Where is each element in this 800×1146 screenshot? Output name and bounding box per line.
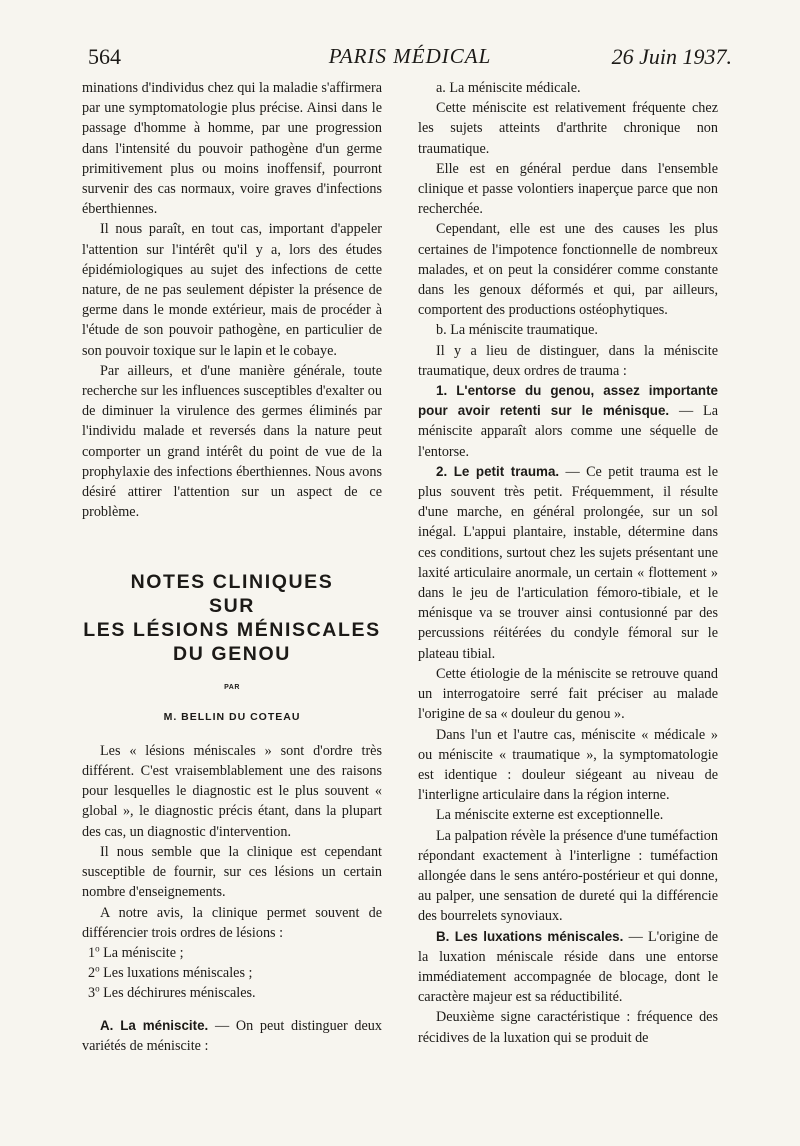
- section-heading: B. Les luxations méniscales.: [436, 928, 624, 944]
- page-number: 564: [88, 44, 121, 69]
- paragraph: minations d'individus chez qui la maladie s'affirmera par une symptomatologie plus précise. Ainsi dans le passage d'homme à homme, par une progression dans l'intensité du pouvoir pathogène d'un germe primitivement plus ou moins inoffensif, pourront survenir des cas normaux, voire graves d'infections éberthiennes.: [82, 80, 382, 218]
- paragraph: Il nous paraît, en tout cas, important d'appeler l'attention sur l'intérêt qu'il y a, lors des études épidémiologiques au sujet des infections de cette nature, de ne pas seulement dépister la présence de germe dans le monde extérieur, mais de procéder à l'étude de son pouvoir pathogène, en particulier de son pouvoir toxique sur le lapin et le cobaye.: [82, 221, 382, 359]
- list-item: 1$^o$ La méniscite ;: [88, 943, 184, 961]
- paragraph: Deuxième signe caractéristique : fréquence des récidives de la luxation qui se produit de: [418, 1009, 718, 1046]
- paragraph: Il nous semble que la clinique est cependant susceptible de fournir, sur ces lésions un certain nombre d'enseignements.: [82, 843, 382, 901]
- journal-title: PARIS MÉDICAL: [328, 44, 492, 68]
- list-item: 3$^o$ Les déchirures méniscales.: [88, 983, 256, 1002]
- article-title: SUR: [209, 595, 255, 618]
- paragraph: Cette méniscite est relativement fréquente chez les sujets atteints d'arthrite chronique non traumatique.: [418, 100, 718, 157]
- subsection-heading: 2. Le petit trauma.: [436, 463, 560, 479]
- paragraph: Elle est en général perdue dans l'ensemble clinique et passe volontiers inaperçue parce que non recherchée.: [418, 160, 718, 218]
- page-header: [88, 44, 732, 74]
- article-title: LES LÉSIONS MÉNISCALES: [83, 619, 381, 642]
- article-title: DU GENOU: [173, 643, 291, 666]
- paragraph: Les « lésions méniscales » sont d'ordre très différent. C'est vraisemblablement une des raisons pour lesquelles le diagnostic est le plus souvent « global », le diagnostic précis étant, dans la plupart des cas, un diagnostic d'intervention.: [82, 742, 382, 840]
- subsection-heading: 1. L'entorse du genou, assez importante pour avoir retenti sur le ménisque.: [418, 383, 718, 419]
- paragraph: b. La méniscite traumatique.: [436, 322, 598, 339]
- paragraph: La palpation révèle la présence d'une tuméfaction répondant exactement à l'interligne : tuméfaction allongée dans le sens antéro-postérieur et qui donne, au palper, une sensation de dureté qui la différencie des bourrelets synoviaux.: [418, 827, 718, 925]
- right-column: [418, 78, 718, 1048]
- paragraph: Par ailleurs, et d'une manière générale, toute recherche sur les influences susceptibles d'exalter ou de diminuer la virulence des germes éliminés par l'individu malade et reversés dans la nature peut comporter un grand intérêt du point de vue de la prophylaxie des infections éberthiennes. Nous avons désiré attirer l'attention sur un aspect de ce problème.: [82, 362, 382, 521]
- paragraph: A. La méniscite. — On peut distinguer deux variétés de méniscite :: [82, 1017, 382, 1054]
- byline-par: PAR: [224, 684, 240, 692]
- paragraph: B. Les luxations méniscales. — L'origine de la luxation méniscale réside dans une entorse immédiatement accompagnée de blocage, dont le caractère majeur est sa réductibilité.: [418, 928, 718, 1006]
- paragraph: a. La méniscite médicale.: [436, 80, 581, 96]
- list-item: 2$^o$ Les luxations méniscales ;: [88, 963, 253, 982]
- paragraph: 1. L'entorse du genou, assez importante pour avoir retenti sur le ménisque. — La méniscite apparaît alors comme une séquelle de l'entorse.: [418, 383, 719, 460]
- article-title-block: [82, 570, 382, 726]
- paragraph: Cependant, elle est une des causes les plus certaines de l'impotence fonctionnelle de nombreux malades, et on peut la considérer comme constante dans les genoux déformés et qui, par ailleurs, comportent des productions ostéophytiques.: [418, 221, 718, 319]
- paragraph: Cette étiologie de la méniscite se retrouve quand un interrogatoire serré fait préciser au malade l'origine de sa « douleur du genou ».: [418, 665, 718, 723]
- paragraph: Il y a lieu de distinguer, dans la méniscite traumatique, deux ordres de trauma :: [418, 342, 718, 379]
- issue-date: 26 Juin 1937.: [611, 44, 732, 69]
- paragraph: Dans l'un et l'autre cas, méniscite « médicale » ou méniscite « traumatique », la symptomatologie est identique : douleur siégeant au niveau de l'interligne articulaire dans la région interne.: [418, 726, 718, 804]
- author-name: M. BELLIN DU COTEAU: [163, 710, 301, 723]
- section-heading: A. La méniscite.: [100, 1017, 209, 1033]
- article-title: NOTES CLINIQUES: [130, 571, 334, 594]
- left-column: [82, 78, 382, 1056]
- paragraph: 2. Le petit trauma. — Ce petit trauma est le plus souvent très petit. Fréquemment, il résulte d'une marche, en général prolongée, sur un sol inégal. L'appui plantaire, instable, détermine dans ces conditions, surtout chez les sujets présentant une laxité articulaire anormale, un certain « flottement » dans le jeu de l'articulation fémoro-tibiale, et le ménisque va se trouver ainsi contusionné par des percussions réitérées du condyle fémoral sur le plateau tibial.: [418, 463, 719, 662]
- paragraph: A notre avis, la clinique permet souvent de différencier trois ordres de lésions :: [82, 904, 382, 941]
- paragraph: La méniscite externe est exceptionnelle.: [436, 807, 664, 824]
